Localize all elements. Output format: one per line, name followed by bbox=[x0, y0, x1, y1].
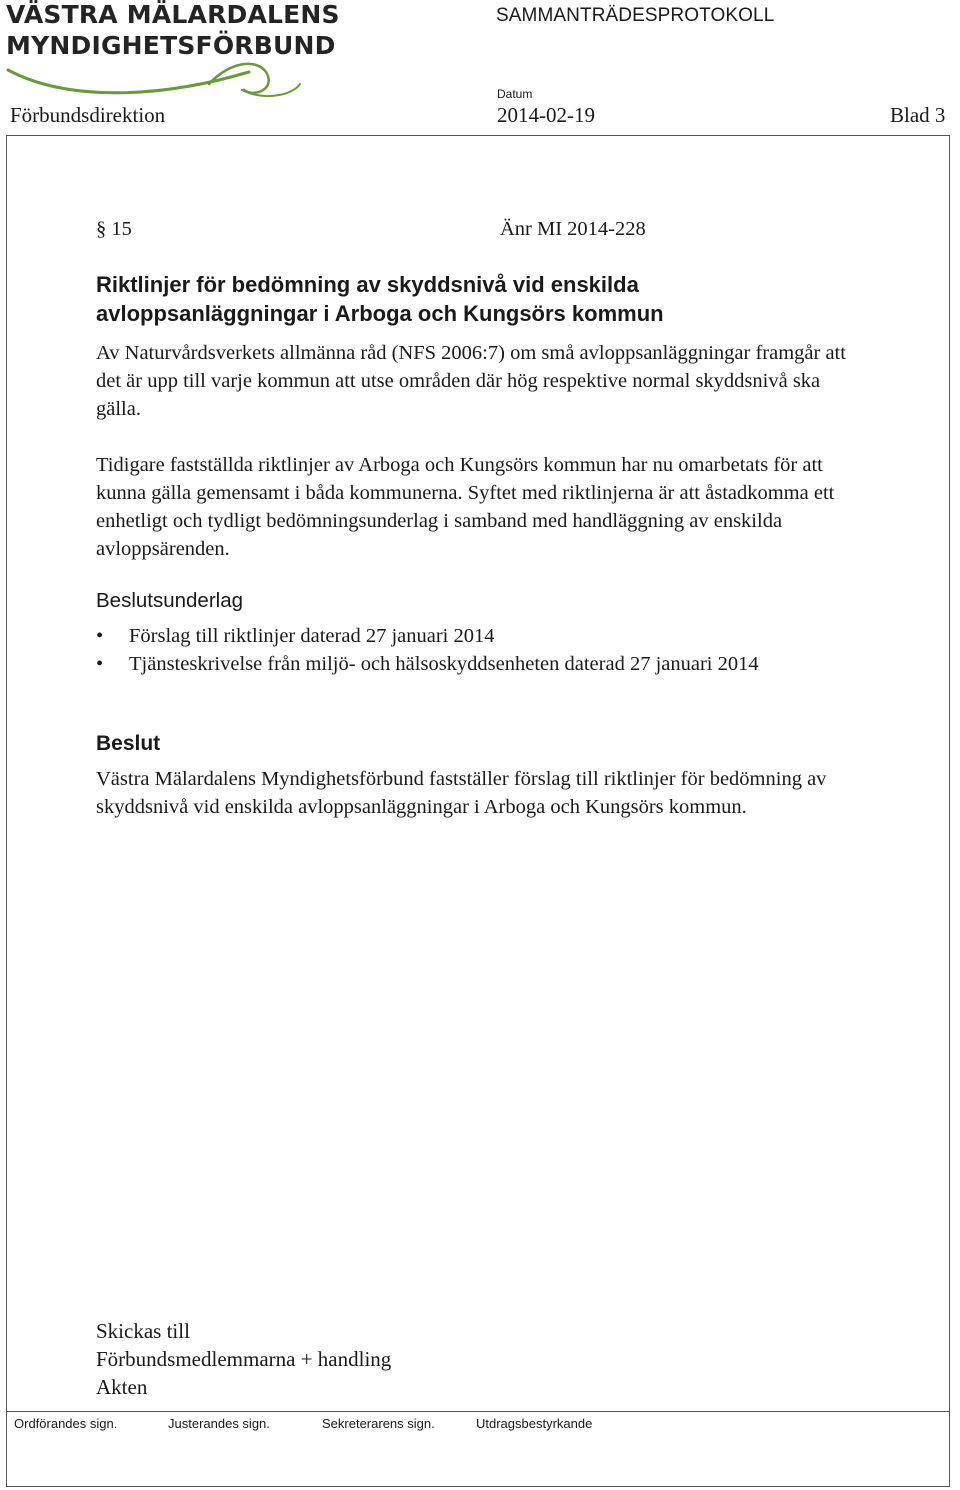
background-paragraph: Tidigare fastställda riktlinjer av Arboga och Kungsörs kommun har nu omarbetats för att kunna gälla gemensamt i båda kommunerna. Syftet med riktlinjerna är att åstadkomma ett enhetligt och tydligt bedömningsunderlag i samband med handläggning av enskilda avloppsärenden. bbox=[96, 454, 835, 560]
list-item-text: Förslag till riktlinjer daterad 27 januari 2014 bbox=[129, 625, 495, 647]
decision-basis-heading: Beslutsunderlag bbox=[96, 589, 244, 612]
case-number: Änr MI 2014-228 bbox=[500, 218, 646, 240]
distribution-recipient: Akten bbox=[96, 1375, 148, 1399]
logo-text-line2: MYNDIGHETSFÖRBUND bbox=[6, 31, 336, 60]
decision-paragraph: Västra Mälardalens Myndighetsförbund fastställer förslag till riktlinjer för bedömning av skyddsnivå vid enskilda avloppsanläggningar i Arboga och Kungsörs kommun. bbox=[96, 768, 827, 818]
chair-signature-label: Ordförandes sign. bbox=[14, 1416, 118, 1431]
date-label: Datum bbox=[497, 87, 533, 101]
meeting-date: 2014-02-19 bbox=[497, 103, 595, 127]
organ-name: Förbundsdirektion bbox=[10, 103, 166, 127]
certification-label: Utdragsbestyrkande bbox=[476, 1416, 593, 1431]
footer-divider bbox=[6, 1411, 950, 1412]
bullet-icon: • bbox=[96, 653, 104, 675]
paragraph-number: § 15 bbox=[96, 218, 132, 240]
document-type: SAMMANTRÄDESPROTOKOLL bbox=[496, 5, 775, 26]
decision-basis-list bbox=[96, 622, 856, 678]
adjuster-signature-label: Justerandes sign. bbox=[168, 1416, 270, 1431]
bullet-icon: • bbox=[96, 625, 104, 647]
list-item bbox=[96, 650, 856, 678]
decision-heading: Beslut bbox=[96, 732, 161, 755]
logo-swoosh-icon bbox=[4, 54, 304, 102]
logo-swoosh-stroke-loop bbox=[209, 64, 269, 93]
distribution-block bbox=[96, 1317, 391, 1401]
logo-text-line1: VÄSTRA MÄLARDALENS bbox=[6, 0, 340, 29]
distribution-recipient: Förbundsmedlemmarna + handling bbox=[96, 1347, 392, 1371]
intro-paragraph: Av Naturvårdsverkets allmänna råd (NFS 2006:7) om små avloppsanläggningar framgår att det är upp till varje kommun att utse områden där hög respektive normal skyddsnivå ska gälla. bbox=[96, 342, 846, 420]
list-item-text: Tjänsteskrivelse från miljö- och hälsoskyddsenheten daterad 27 januari 2014 bbox=[129, 653, 759, 675]
page-number: Blad 3 bbox=[890, 103, 946, 127]
distribution-label: Skickas till bbox=[96, 1319, 190, 1343]
list-item bbox=[96, 622, 856, 650]
secretary-signature-label: Sekreterarens sign. bbox=[322, 1416, 435, 1431]
item-title: Riktlinjer för bedömning av skyddsnivå vid enskilda avloppsanläggningar i Arboga och Kungsörs kommun bbox=[96, 272, 664, 326]
logo-swoosh-stroke-tail bbox=[242, 84, 300, 96]
